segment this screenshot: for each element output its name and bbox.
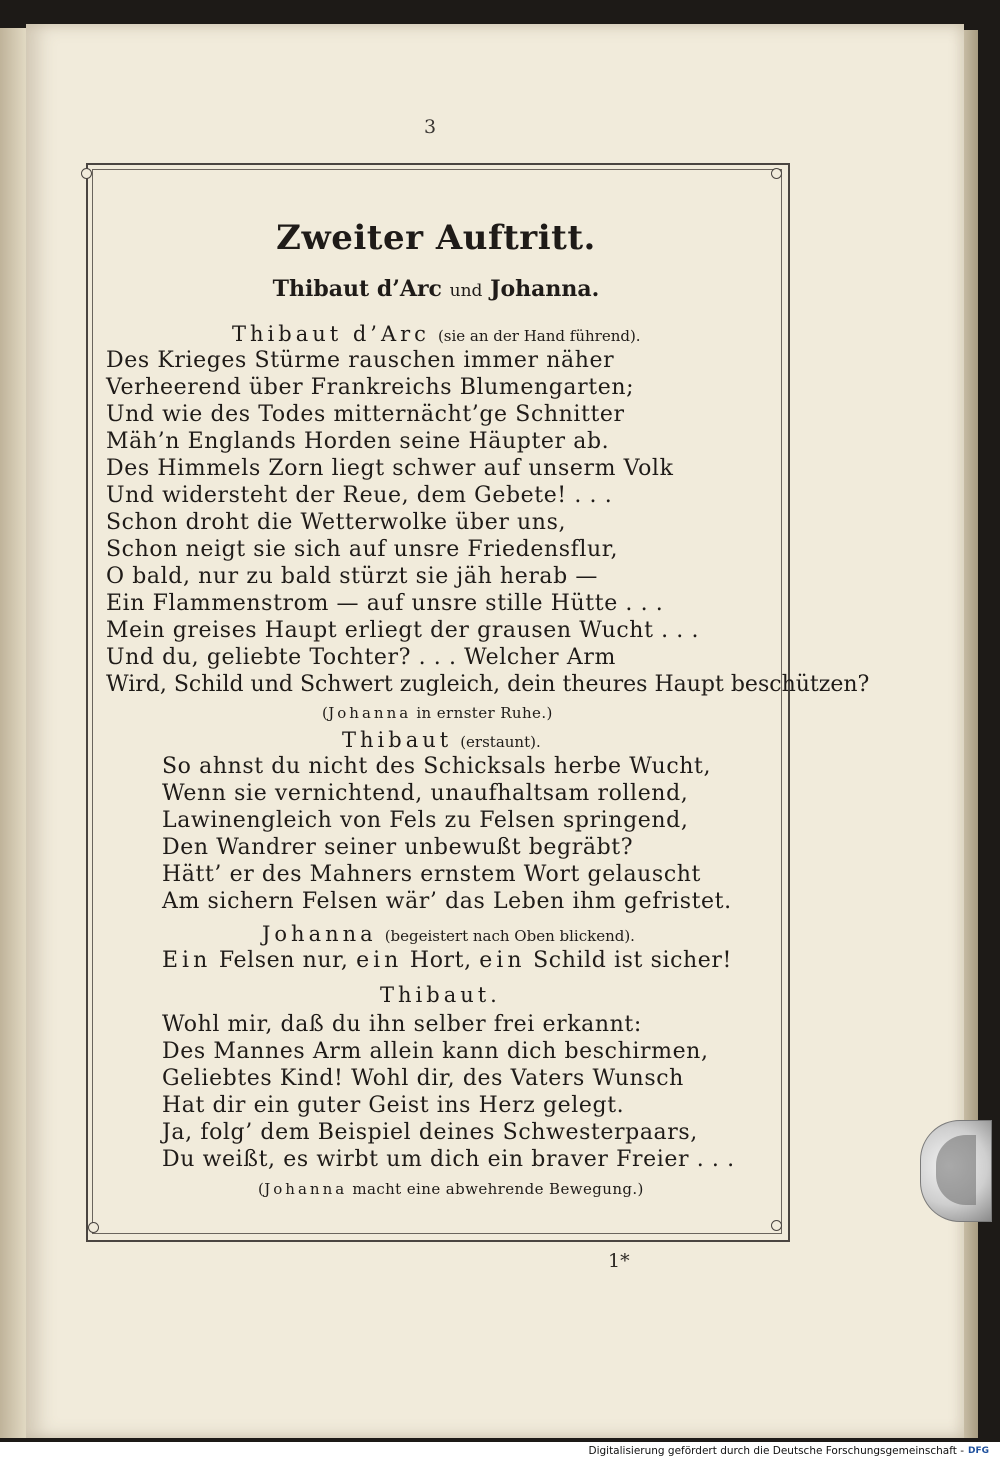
signature-mark: 1* [608, 1250, 630, 1272]
speaker-name: Thibaut [342, 728, 453, 752]
verse-line: Und wie des Todes mitternächt’ge Schnitter [106, 402, 625, 427]
verse-line: Verheerend über Frankreichs Blumengarten; [106, 375, 635, 400]
verse-line: Mäh’n Englands Horden seine Häupter ab. [106, 429, 610, 454]
stage-direction: (sie an der Hand führend). [437, 327, 641, 345]
verse-line: Geliebtes Kind! Wohl dir, des Vaters Wunsch [162, 1066, 684, 1091]
stage-direction [258, 1180, 644, 1198]
verse-line: Hat dir ein guter Geist ins Herz gelegt. [162, 1093, 625, 1118]
verse-text: Felsen nur, [211, 948, 357, 973]
verse-line: Den Wandrer seiner unbewußt begräbt? [162, 835, 634, 860]
speaker-name: Thibaut d’Arc [232, 322, 430, 346]
scene-characters [0, 276, 872, 302]
emphasis: ein [479, 948, 526, 973]
verse-line [162, 948, 732, 973]
speaker-name: Johanna [262, 922, 377, 946]
stage-direction-text: macht eine abwehrende Bewegung.) [347, 1180, 644, 1198]
verse-line: Ein Flammenstrom — auf unsre stille Hütte . . . [106, 591, 664, 616]
stage-paren: ( [258, 1180, 265, 1198]
verse-line: O bald, nur zu bald stürzt sie jäh herab — [106, 564, 599, 589]
verse-line: Schon neigt sie sich auf unsre Friedensflur, [106, 537, 619, 562]
verse-line: Des Mannes Arm allein kann dich beschirmen, [162, 1039, 709, 1064]
character-name: Johanna [264, 1180, 348, 1198]
verse-line: Hätt’ er des Mahners ernstem Wort gelauscht [162, 862, 701, 887]
digitization-credit: Digitalisierung gefördert durch die Deutsche Forschungsgemeinschaft - [588, 1445, 964, 1457]
verse-line: Am sichern Felsen wär’ das Leben ihm gefristet. [162, 889, 732, 914]
verse-line: Und du, geliebte Tochter? . . . Welcher Arm [106, 645, 616, 670]
stage-direction [322, 704, 553, 722]
frame-corner-ornament [88, 1222, 99, 1233]
verse-line: Du weißt, es wirbt um dich ein braver Freier . . . [162, 1147, 735, 1172]
frame-corner-ornament [81, 168, 92, 179]
dfg-logo-icon: DFG [968, 1446, 990, 1456]
character-name: Thibaut d’Arc [272, 276, 442, 302]
emphasis: Ein [162, 948, 212, 973]
verse-line: Des Himmels Zorn liegt schwer auf unserm Volk [106, 456, 674, 481]
verse-line: So ahnst du nicht des Schicksals herbe Wucht, [162, 754, 712, 779]
speaker-heading [232, 322, 641, 346]
emphasis: ein [356, 948, 403, 973]
speaker-name: Thibaut. [380, 983, 501, 1007]
frame-corner-ornament [771, 1220, 782, 1231]
speaker-heading [342, 728, 541, 752]
character-name: Johanna [328, 704, 412, 722]
speaker-heading [380, 983, 501, 1007]
verse-line: Mein greises Haupt erliegt der grausen Wucht . . . [106, 618, 700, 643]
scene-title: Zweiter Auftritt. [276, 218, 596, 258]
character-name: Johanna. [490, 276, 600, 302]
page-number: 3 [423, 116, 437, 138]
frame-corner-ornament [771, 168, 782, 179]
stage-direction: (begeistert nach Oben blickend). [384, 927, 635, 945]
verse-line: Lawinengleich von Fels zu Felsen springend, [162, 808, 689, 833]
conjunction: und [449, 281, 483, 301]
verse-text: Schild ist sicher! [525, 948, 732, 973]
speaker-heading [262, 922, 635, 946]
verse-line: Und widersteht der Reue, dem Gebete! . . . [106, 483, 613, 508]
verse-line: Wenn sie vernichtend, unaufhaltsam rollend, [162, 781, 689, 806]
verse-line: Schon droht die Wetterwolke über uns, [106, 510, 567, 535]
verse-line: Des Krieges Stürme rauschen immer näher [106, 348, 615, 373]
verse-text: Hort, [402, 948, 480, 973]
stage-direction: (erstaunt). [460, 733, 541, 751]
verse-line: Wohl mir, daß du ihn selber frei erkannt: [162, 1012, 642, 1037]
verse-line: Wird, Schild und Schwert zugleich, dein theures Haupt beschützen? [106, 672, 870, 697]
verse-line: Ja, folg’ dem Beispiel deines Schwesterpaars, [162, 1120, 698, 1145]
stage-paren: ( [322, 704, 329, 722]
stage-direction-text: in ernster Ruhe.) [411, 704, 553, 722]
